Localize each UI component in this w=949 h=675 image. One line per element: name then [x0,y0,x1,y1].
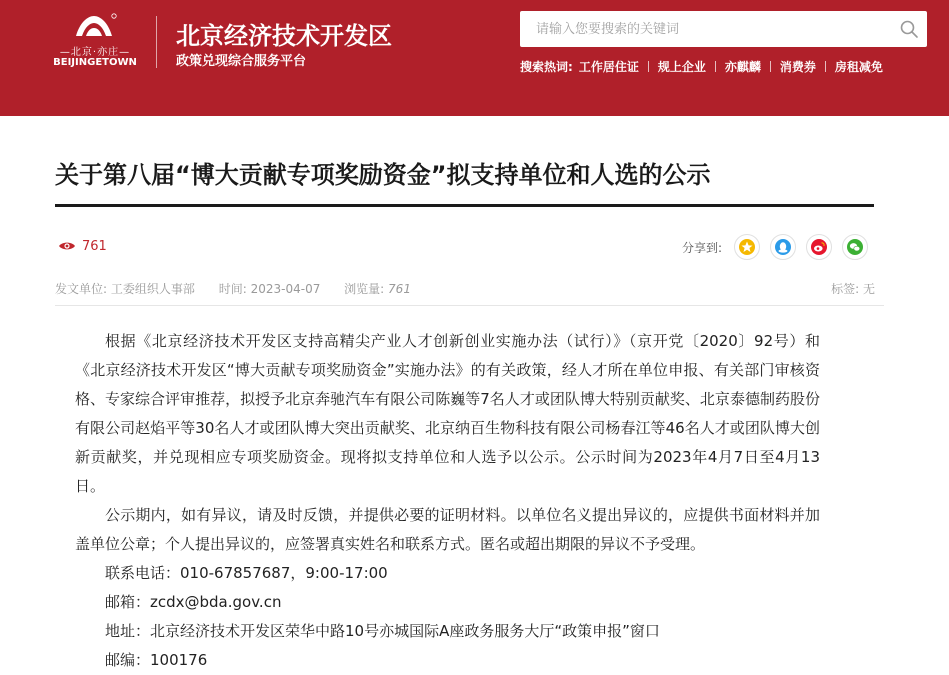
meta-time [219,280,321,297]
eye-icon [58,240,76,252]
wechat-icon [846,238,864,256]
view-count-value: 761 [82,238,107,254]
title-divider [55,204,874,207]
share-label: 分享到: [682,240,723,255]
article-title: 关于第八届“博大贡献专项奖励资金”拟支持单位和人选的公示 [55,161,711,189]
meta-tags [831,280,875,297]
contact-address: 地址：北京经济技术开发区荣华中路10号亦城国际A座政务服务大厅“政策申报”窗口 [105,622,660,640]
site-logo[interactable] [50,12,140,72]
site-header [0,0,949,116]
logo-english-text: BEIJINGETOWN [53,57,137,68]
meta-unit [55,280,195,297]
article-paragraph: 根据《北京经济技术开发区支持高精尖产业人才创新创业实施办法（试行）》（京开党〔2020〕92号）和《北京经济技术开发区“博大贡献专项奖励资金”实施办法》的有关政策，经人才所在单位申报、有关部门审核资格、专家综合评审推荐，拟授予北京奔驰汽车有限公司陈巍等7名人才或团队博大特别贡献奖、北京泰德制药股份有限公司赵焰平等30名人才或团队博大突出贡献奖、北京纳百生物科技有限公司杨春江等46名人才或团队博大创新贡献奖，并兑现相应专项奖励资金。现将拟支持单位和人选予以公示。公示时间为2023年4月7日至4月13日。 [75,332,820,495]
contact-phone: 联系电话：010-67857687，9:00-17:00 [105,564,388,582]
hot-words-label: 搜索热词: [520,59,573,74]
meta-tags-value: 无 [862,282,875,296]
meta-views-value: 761 [388,282,411,296]
search-box [520,11,927,47]
weibo-icon [810,238,828,256]
site-subtitle: 政策兑现综合服务平台 [176,54,307,69]
hot-word-link[interactable]: 消费券 [779,59,816,74]
view-count [58,236,107,256]
hot-words-bar [520,58,883,74]
search-input[interactable] [520,11,890,47]
hot-word-link[interactable]: 工作居住证 [578,59,639,74]
logo-chinese-text: —北京·亦庄— [59,47,131,58]
article-body [75,327,820,675]
meta-tags-label: 标签: [831,282,860,296]
qzone-icon [738,238,756,256]
meta-unit-label: 发文单位: [55,282,108,296]
divider [770,61,771,72]
divider [825,61,826,72]
share-weibo-button[interactable] [806,234,832,260]
meta-time-value: 2023-04-07 [250,282,321,296]
meta-unit-value: 工委组织人事部 [110,282,195,296]
article-meta [55,280,875,296]
contact-postcode: 邮编：100176 [105,651,208,669]
divider [648,61,649,72]
header-divider [156,16,157,68]
bda-logo-icon [70,12,118,42]
contact-email[interactable]: 邮箱：zcdx@bda.gov.cn [105,593,282,611]
hot-word-link[interactable]: 亦麒麟 [724,59,761,74]
meta-views [344,280,411,297]
divider [715,61,716,72]
hot-word-link[interactable]: 房租减免 [834,59,883,74]
share-qzone-button[interactable] [734,234,760,260]
site-title: 北京经济技术开发区 [176,22,392,50]
article-paragraph: 公示期内，如有异议，请及时反馈，并提供必要的证明材料。以单位名义提出异议的，应提供书面材料并加盖单位公章；个人提出异议的，应签署真实姓名和联系方式。匿名或超出期限的异议不予受理。 [75,506,820,553]
search-icon[interactable] [899,19,919,39]
share-bar [682,234,868,260]
meta-time-label: 时间: [218,282,247,296]
qq-icon [774,238,792,256]
hot-word-link[interactable]: 规上企业 [657,59,706,74]
share-wechat-button[interactable] [842,234,868,260]
meta-divider [55,305,884,306]
meta-views-label: 浏览量: [344,282,385,296]
share-qq-button[interactable] [770,234,796,260]
